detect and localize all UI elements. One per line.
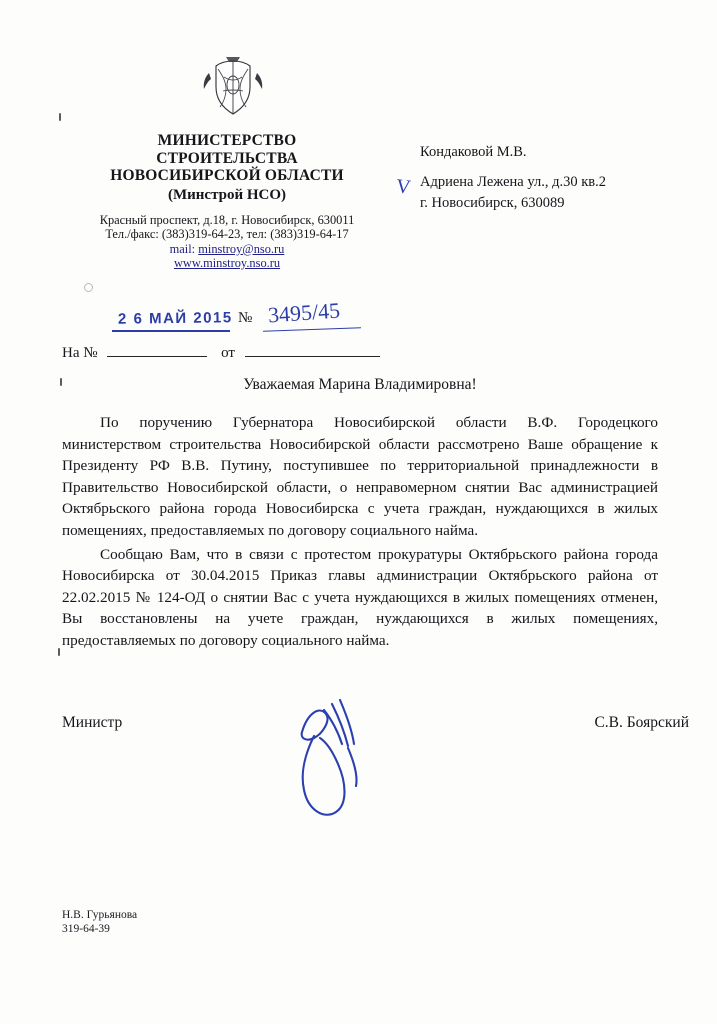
incoming-label: На № xyxy=(62,345,98,361)
letter-body xyxy=(62,412,658,654)
ministry-line-1: МИНИСТЕРСТВО xyxy=(157,132,297,149)
from-label: от xyxy=(221,345,235,361)
letterhead-address: Красный проспект, д.18, г. Новосибирск, 630011 xyxy=(99,212,355,227)
email-label: mail: xyxy=(169,241,196,256)
incoming-date-blank[interactable] xyxy=(245,343,380,357)
scan-artifact xyxy=(58,648,60,656)
addressee-name: Кондаковой М.В. xyxy=(420,144,527,160)
number-underline xyxy=(263,327,361,332)
letterhead xyxy=(62,132,392,271)
number-value: 3495/45 xyxy=(267,297,341,328)
scan-artifact xyxy=(59,113,61,121)
body-paragraph-2: Сообщаю Вам, что в связи с протестом прокуратуры Октябрьского района города Новосибирска от 30.04.2015 Приказ главы администрации Октябрьского района от 22.02.2015 № 124-ОД о снятии Вас с учета нуждающихся в жилых помещениях отменен, Вы восстановлены на учете граждан, нуждающихся в жилых помещениях, предоставляемых по договору социального найма. xyxy=(62,545,658,649)
signer-name: С.В. Боярский xyxy=(594,714,689,731)
checkmark-icon: V xyxy=(394,175,412,199)
scan-artifact xyxy=(84,283,93,292)
addressee-block xyxy=(420,142,606,214)
website-link[interactable]: www.minstroy.nso.ru xyxy=(173,256,281,271)
executor-block xyxy=(62,908,137,936)
executor-name: Н.В. Гурьянова xyxy=(62,909,138,921)
letterhead-contacts xyxy=(62,213,392,271)
handwritten-signature-icon xyxy=(280,690,400,830)
ministry-short-name: (Минстрой НСО) xyxy=(167,186,287,203)
ministry-line-3: НОВОСИБИРСКОЙ ОБЛАСТИ xyxy=(110,167,344,184)
addressee-street: Адриена Лежена ул., д.30 кв.2 xyxy=(420,174,606,190)
ministry-line-2: СТРОИТЕЛЬСТВА xyxy=(156,149,298,167)
signer-position: Министр xyxy=(62,714,123,731)
scan-artifact xyxy=(60,378,62,386)
date-stamp: 2 6 МАЙ 2015 xyxy=(117,309,233,328)
date-underline xyxy=(112,330,230,332)
incoming-number-blank[interactable] xyxy=(107,343,207,357)
body-paragraph-1: По поручению Губернатора Новосибирской области В.Ф. Городецкого министерством строительства Новосибирской области рассмотрено Ваше обращение к Президенту РФ В.В. Путину, поступившее по территориальной принадлежности в Правительство Новосибирской области, о неправомерном снятии Вас администрацией Октябрьского района города Новосибирска с учета граждан, нуждающихся в жилых помещениях, предоставляемых по договору социального найма. xyxy=(62,414,658,539)
addressee-city: г. Новосибирск, 630089 xyxy=(420,195,565,211)
executor-phone: 319-64-39 xyxy=(62,923,110,935)
email-link[interactable]: minstroy@nso.ru xyxy=(198,241,285,256)
number-label: № xyxy=(238,310,253,326)
incoming-reference-row xyxy=(62,343,402,362)
letterhead-email-row xyxy=(62,242,392,257)
coat-of-arms-icon xyxy=(196,57,270,119)
salutation: Уважаемая Марина Владимировна! xyxy=(243,376,477,393)
letterhead-phones: Тел./факс: (383)319-64-23, тел: (383)319-64-17 xyxy=(105,227,349,242)
letterhead-website-row xyxy=(62,256,392,271)
